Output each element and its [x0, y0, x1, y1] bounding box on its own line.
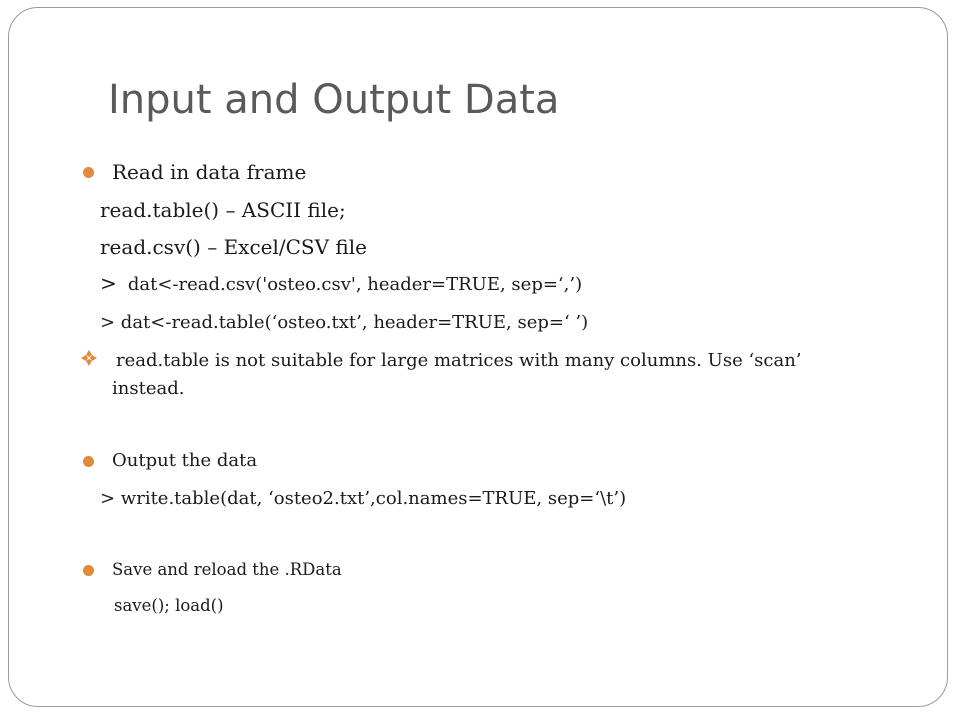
bullet-output-section: [83, 456, 94, 467]
save-section-heading: Save and reload the .RData: [112, 560, 342, 579]
output-example-line: > write.table(dat, ‘osteo2.txt’,col.names=TRUE, sep=‘\t’): [100, 488, 627, 509]
table-example-line: > dat<-read.table(‘osteo.txt’, header=TRUE, sep=‘ ’): [100, 312, 589, 333]
output-section-heading: Output the data: [112, 450, 258, 471]
csv-example-code: dat<-read.csv('osteo.csv', header=TRUE, sep=‘,’): [127, 274, 583, 295]
csv-example-prompt: >: [100, 271, 117, 295]
save-example-line: save(); load(): [114, 596, 224, 615]
read-table-line: read.table() – ASCII file;: [100, 198, 346, 222]
slide-title: Input and Output Data: [108, 77, 560, 123]
csv-example-line: [100, 273, 582, 294]
note-line-2: instead.: [112, 378, 185, 399]
bullet-save-section: [83, 565, 94, 576]
diamond-bullet-icon: [80, 349, 98, 367]
bullet-read-section: [83, 167, 94, 178]
read-csv-line: read.csv() – Excel/CSV file: [100, 235, 367, 259]
read-section-heading: Read in data frame: [112, 160, 307, 184]
note-line-1: read.table is not suitable for large matrices with many columns. Use ‘scan’: [116, 350, 802, 371]
